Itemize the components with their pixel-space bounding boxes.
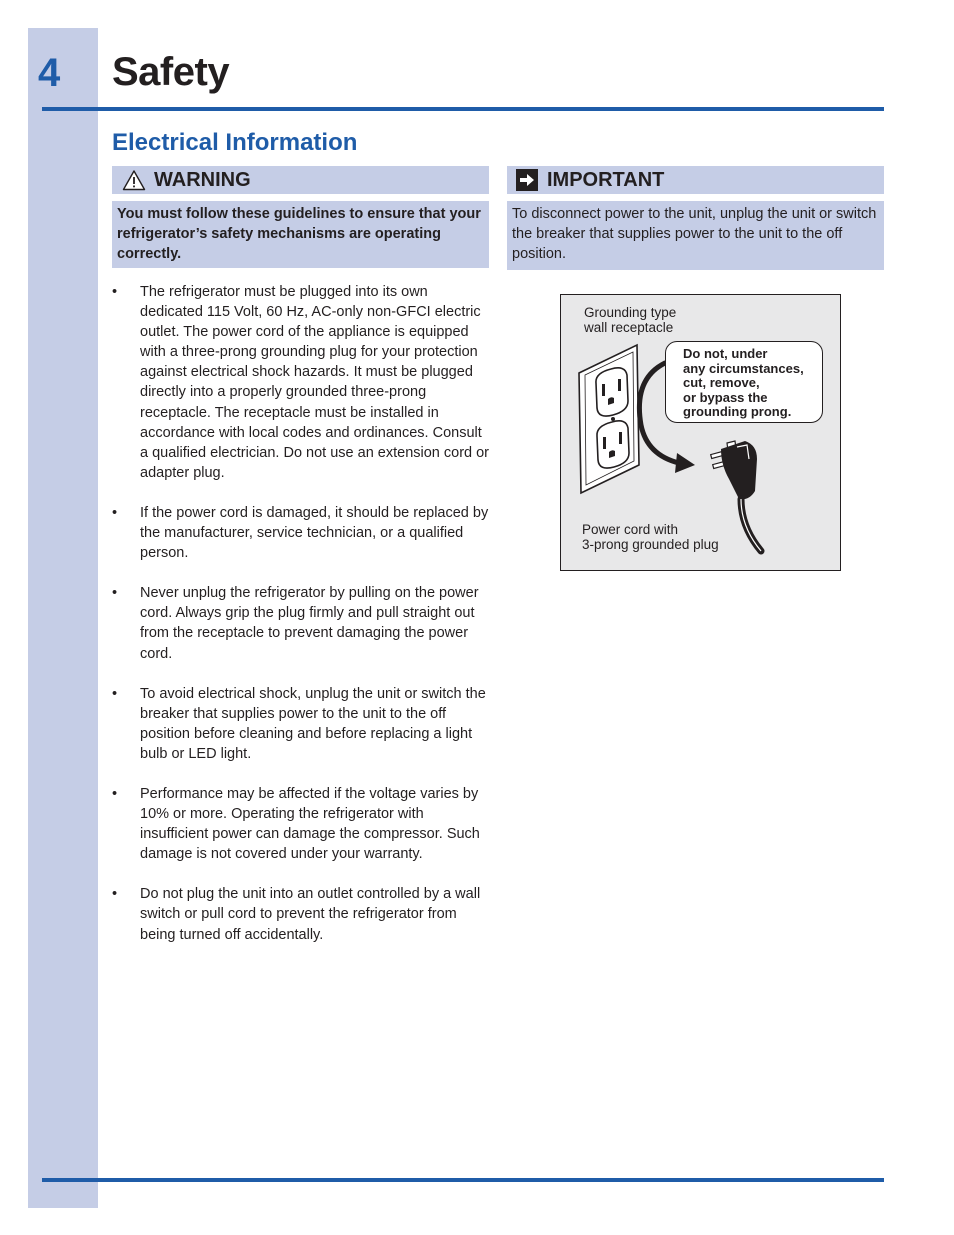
caution-callout: Do not, under any circumstances, cut, remove, or bypass the grounding prong.	[665, 341, 823, 423]
bullet-icon: •	[112, 585, 118, 602]
bottom-rule	[42, 1178, 884, 1182]
important-text: To disconnect power to the unit, unplug the unit or switch the breaker that supplies power to the unit to the off position.	[507, 201, 884, 270]
plug-label: Power cord with 3-prong grounded plug	[582, 522, 719, 552]
bullet-icon: •	[112, 284, 118, 300]
list-item-text: Never unplug the refrigerator by pulling on the power cord. Always grip the plug firmly and pull straight out from the receptacle to prevent damaging the power cord.	[140, 585, 479, 662]
guidelines-list	[112, 282, 490, 965]
bullet-icon: •	[112, 886, 118, 903]
top-rule	[42, 107, 884, 111]
list-item	[112, 282, 490, 483]
list-item	[112, 684, 490, 764]
important-label: IMPORTANT	[547, 168, 665, 191]
bullet-icon: •	[112, 504, 118, 521]
warning-text: You must follow these guidelines to ensure that your refrigerator’s safety mechanisms are operating correctly.	[112, 201, 489, 268]
warning-header	[112, 166, 489, 194]
bullet-icon: •	[112, 685, 118, 702]
important-header	[507, 166, 884, 194]
arrow-right-icon	[516, 169, 538, 191]
section-heading: Electrical Information	[112, 129, 358, 156]
list-item-text: To avoid electrical shock, unplug the unit or switch the breaker that supplies power to the unit to the off position before cleaning and before replacing a light bulb or LED light.	[140, 685, 486, 762]
list-item	[112, 784, 490, 864]
list-item	[112, 583, 490, 663]
receptacle-label: Grounding type wall receptacle	[584, 305, 677, 335]
page-title: Safety	[112, 50, 230, 94]
list-item	[112, 503, 490, 563]
side-bar	[28, 28, 98, 1208]
list-item-text: If the power cord is damaged, it should be replaced by the manufacturer, service technician, or a qualified person.	[140, 504, 489, 562]
list-item-text: Performance may be affected if the voltage varies by 10% or more. Operating the refrigerator with insufficient power can damage the compressor. Such damage is not covered under your warranty.	[140, 785, 480, 863]
warning-triangle-icon	[122, 169, 146, 191]
list-item	[112, 884, 490, 944]
list-item-text: The refrigerator must be plugged into its own dedicated 115 Volt, 60 Hz, AC-only non-GFCI electric outlet. The power cord of the appliance is equipped with a three-prong grounding plug for your protection against electrical shock hazards. It must be plugged directly into a properly grounded three-prong receptacle. The receptacle must be installed in accordance with local codes and ordinances. Consult a qualified electrician. Do not use an extension cord or adapter plug.	[140, 284, 490, 481]
list-item-text: Do not plug the unit into an outlet controlled by a wall switch or pull cord to prevent the refrigerator from being turned off accidentally.	[140, 886, 481, 943]
warning-label: WARNING	[154, 168, 251, 191]
page-number: 4	[38, 51, 61, 95]
grounded-plug-illustration	[560, 294, 841, 571]
bullet-icon: •	[112, 785, 118, 802]
